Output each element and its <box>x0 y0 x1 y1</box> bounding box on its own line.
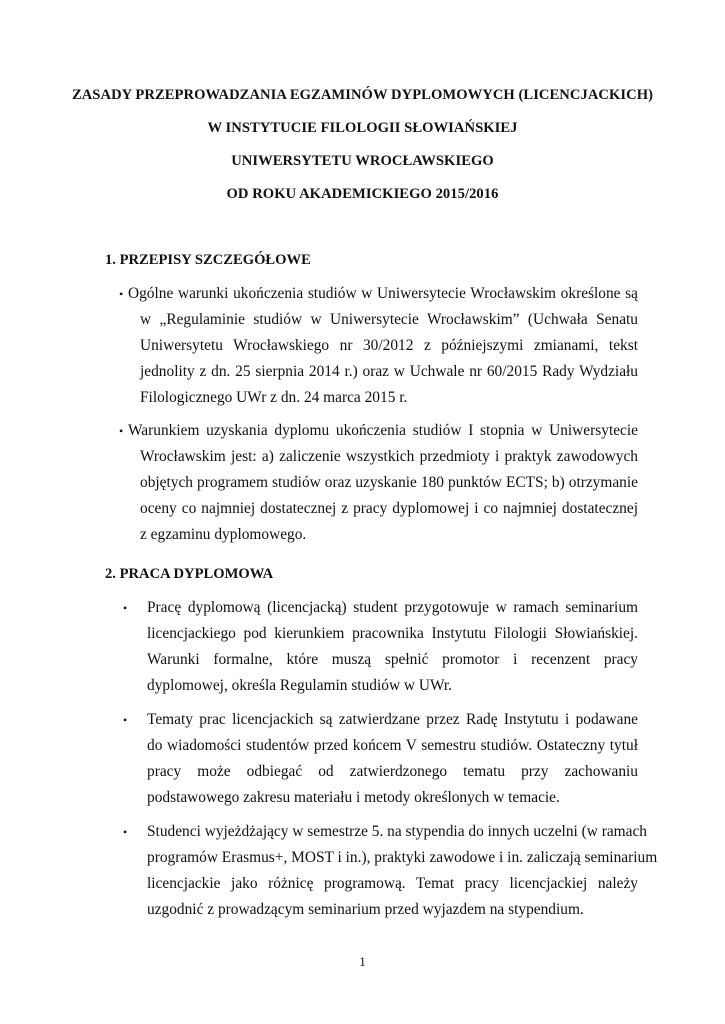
text-line: Wrocławskim jest: a) zaliczenie wszystkich przedmioty i praktyk zawodowych <box>140 448 638 465</box>
section-2-item-1 <box>147 595 638 699</box>
text-line: pracy może odbiegać od zatwierdzonego tematu przy zachowaniu <box>147 763 638 780</box>
section-2-item-3 <box>147 819 658 923</box>
section-1-item-1 <box>128 281 638 307</box>
page-number: 1 <box>359 954 366 969</box>
title-line-2: W INSTYTUCIE FILOLOGII SŁOWIAŃSKIEJ <box>207 120 518 136</box>
text-line: Ogólne warunki ukończenia studiów w Uniwersytecie Wrocławskim określone są <box>128 285 638 302</box>
text-line: jednolity z dn. 25 sierpnia 2014 r.) oraz w Uchwale nr 60/2015 Rady Wydziału <box>140 363 638 380</box>
section-2-heading: 2. PRACA DYPLOMOWA <box>105 566 274 582</box>
text-line: Warunki formalne, które muszą spełnić promotor i recenzent pracy <box>147 651 638 668</box>
text-line: oceny co najmniej dostatecznej z pracy dyplomowej i co najmniej dostatecznej <box>140 500 638 517</box>
text-line: podstawowego zakresu materiału i metody określonych w temacie. <box>147 789 560 806</box>
text-line: Filologicznego UWr z dn. 24 marca 2015 r. <box>140 389 408 406</box>
bullet-icon: • <box>119 424 124 438</box>
bullet-icon: • <box>123 825 128 839</box>
section-1-item-2 <box>128 418 638 444</box>
title-line-3: UNIWERSYTETU WROCŁAWSKIEGO <box>231 153 494 169</box>
text-line: uzgodnić z prowadzącym seminarium przed wyjazdem na stypendium. <box>147 901 584 918</box>
text-line: Warunkiem uzyskania dyplomu ukończenia studiów I stopnia w Uniwersytecie <box>128 422 638 439</box>
text-line: dyplomowej, określa Regulamin studiów w UWr. <box>147 677 453 694</box>
section-2-item-2 <box>147 707 638 811</box>
bullet-icon: • <box>119 287 124 301</box>
text-line: z egzaminu dyplomowego. <box>140 526 307 543</box>
bullet-icon: • <box>123 713 128 727</box>
title-line-1: ZASADY PRZEPROWADZANIA EGZAMINÓW DYPLOMOWYCH (LICENCJACKICH) <box>71 87 654 103</box>
bullet-icon: • <box>123 601 128 615</box>
section-1-heading: 1. PRZEPISY SZCZEGÓŁOWE <box>105 252 311 268</box>
text-line: Tematy prac licencjackich są zatwierdzane przez Radę Instytutu i podawane <box>147 711 638 728</box>
text-line: w „Regulaminie studiów w Uniwersytecie Wrocławskim” (Uchwała Senatu <box>140 311 638 328</box>
text-line: licencjackiego pod kierunkiem pracownika Instytutu Filologii Słowiańskiej. <box>147 625 638 642</box>
text-line: programów Erasmus+, MOST i in.), praktyki zawodowe i in. zaliczają seminarium <box>147 849 658 866</box>
text-line: licencjackie jako różnicę programową. Temat pracy licencjackiej należy <box>147 875 638 892</box>
section-1-item-2-cont <box>140 444 638 548</box>
text-line: Uniwersytetu Wrocławskiego nr 30/2012 z późniejszymi zmianami, tekst <box>140 337 638 354</box>
text-line: Studenci wyjeżdżający w semestrze 5. na stypendia do innych uczelni (w ramach <box>147 823 648 840</box>
text-line: objętych programem studiów oraz uzyskanie 180 punktów ECTS; b) otrzymanie <box>140 474 638 491</box>
text-line: Pracę dyplomową (licencjacką) student przygotowuje w ramach seminarium <box>147 599 638 616</box>
text-line: do wiadomości studentów przed końcem V semestru studiów. Ostateczny tytuł <box>147 737 638 754</box>
section-1-item-1-cont <box>140 307 638 411</box>
title-line-4: OD ROKU AKADEMICKIEGO 2015/2016 <box>226 186 499 202</box>
